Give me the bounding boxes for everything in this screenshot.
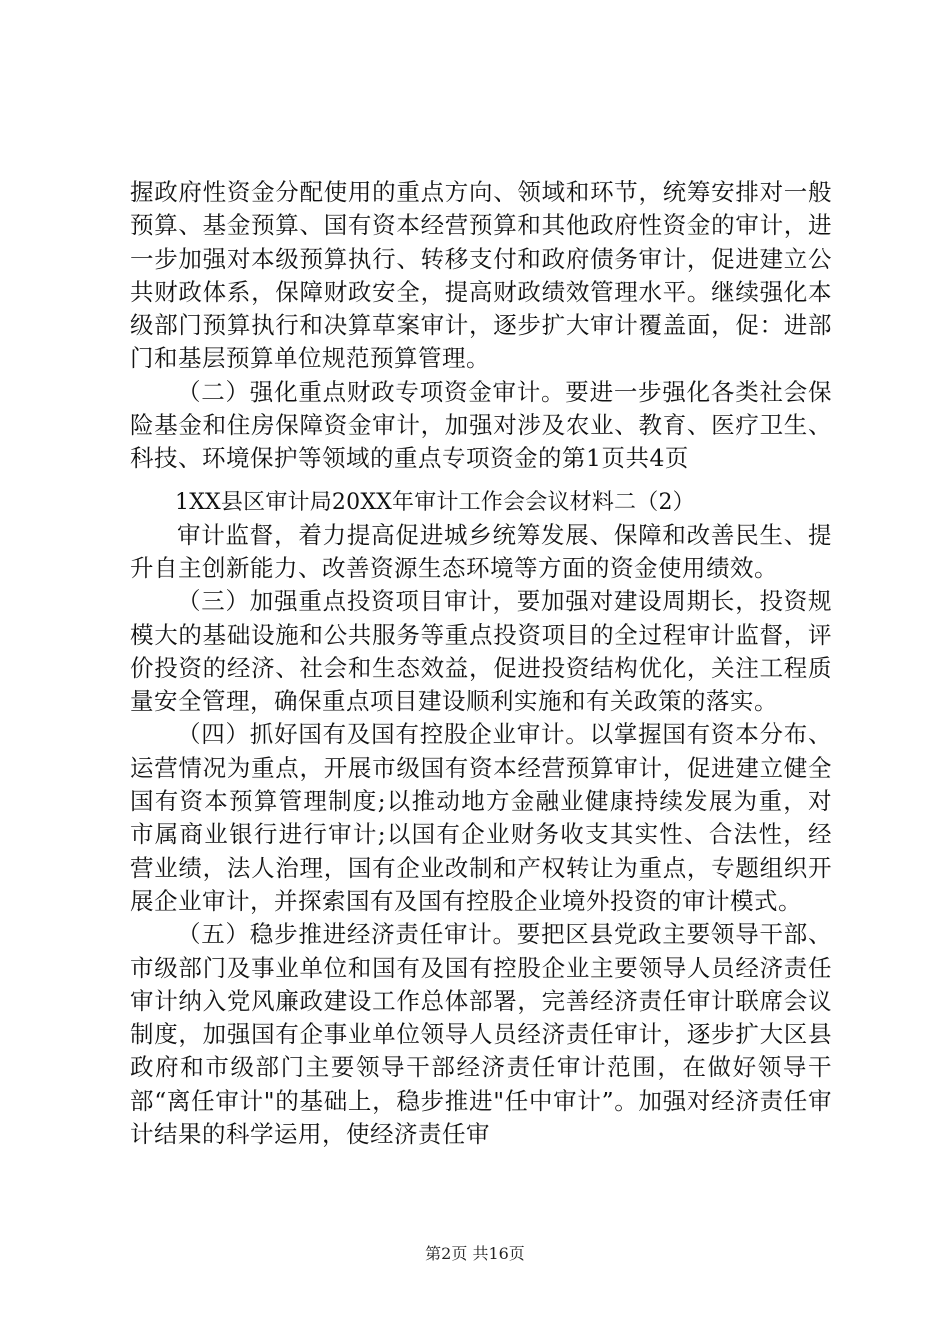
paragraph-state-enterprise-audit: （四）抓好国有及国有控股企业审计。以掌握国有资本分布、运营情况为重点，开展市级国有资本经营预算审计，促进建立健全国有资本预算管理制度;以推动地方金融业健康持续发展为重，对市属商业银行进行审计;以国有企业财务收支其实性、合法性，经营业绩，法人治理，国有企业改制和产权转让为重点，专题组织开展企业审计，并探索国有及国有控股企业境外投资的审计模式。 — [130, 720, 832, 915]
paragraph-audit-supervision: 审计监督，着力提高促进城乡统筹发展、保障和改善民生、提升自主创新能力、改善资源生态环境等方面的资金使用绩效。 — [130, 520, 832, 582]
paragraph-investment-audit: （三）加强重点投资项目审计，要加强对建设周期长，投资规模大的基础设施和公共服务等重点投资项目的全过程审计监督，评价投资的经济、社会和生态效益，促进投资结构优化，关注工程质量安全管理，确保重点项目建设顺利实施和有关政策的落实。 — [130, 587, 832, 716]
paragraph-special-funds: （二）强化重点财政专项资金审计。要进一步强化各类社会保险基金和住房保障资金审计，加强对涉及农业、教育、医疗卫生、科技、环境保护等领域的重点专项资金的第1页共4页 — [130, 377, 832, 473]
paragraph-budget-audit: 握政府性资金分配使用的重点方向、领域和环节，统筹安排对一般预算、基金预算、国有资本经营预算和其他政府性资金的审计，进一步加强对本级预算执行、转移支付和政府债务审计，促进建立公共财政体系，保障财政安全，提高财政绩效管理水平。继续强化本级部门预算执行和决算草案审计，逐步扩大审计覆盖面，促：进部门和基层预算单位规范预算管理。 — [130, 178, 832, 373]
page-number-footer: 第2页 共16页 — [425, 1244, 525, 1263]
section-heading: 1XX县区审计局20XX年审计工作会会议材料二（2） — [175, 489, 695, 515]
paragraph-economic-responsibility-audit: （五）稳步推进经济责任审计。要把区县党政主要领导干部、市级部门及事业单位和国有及国有控股企业主要领导人员经济责任审计纳入党风廉政建设工作总体部署，完善经济责任审计联席会议制度，加强国有企事业单位领导人员经济责任审计，逐步扩大区县政府和市级部门主要领导干部经济责任审计范围，在做好领导干部“离任审计"的基础上，稳步推进"任中审计”。加强对经济责任审计结果的科学运用，使经济责任审 — [130, 920, 832, 1149]
document-body — [130, 176, 832, 1151]
